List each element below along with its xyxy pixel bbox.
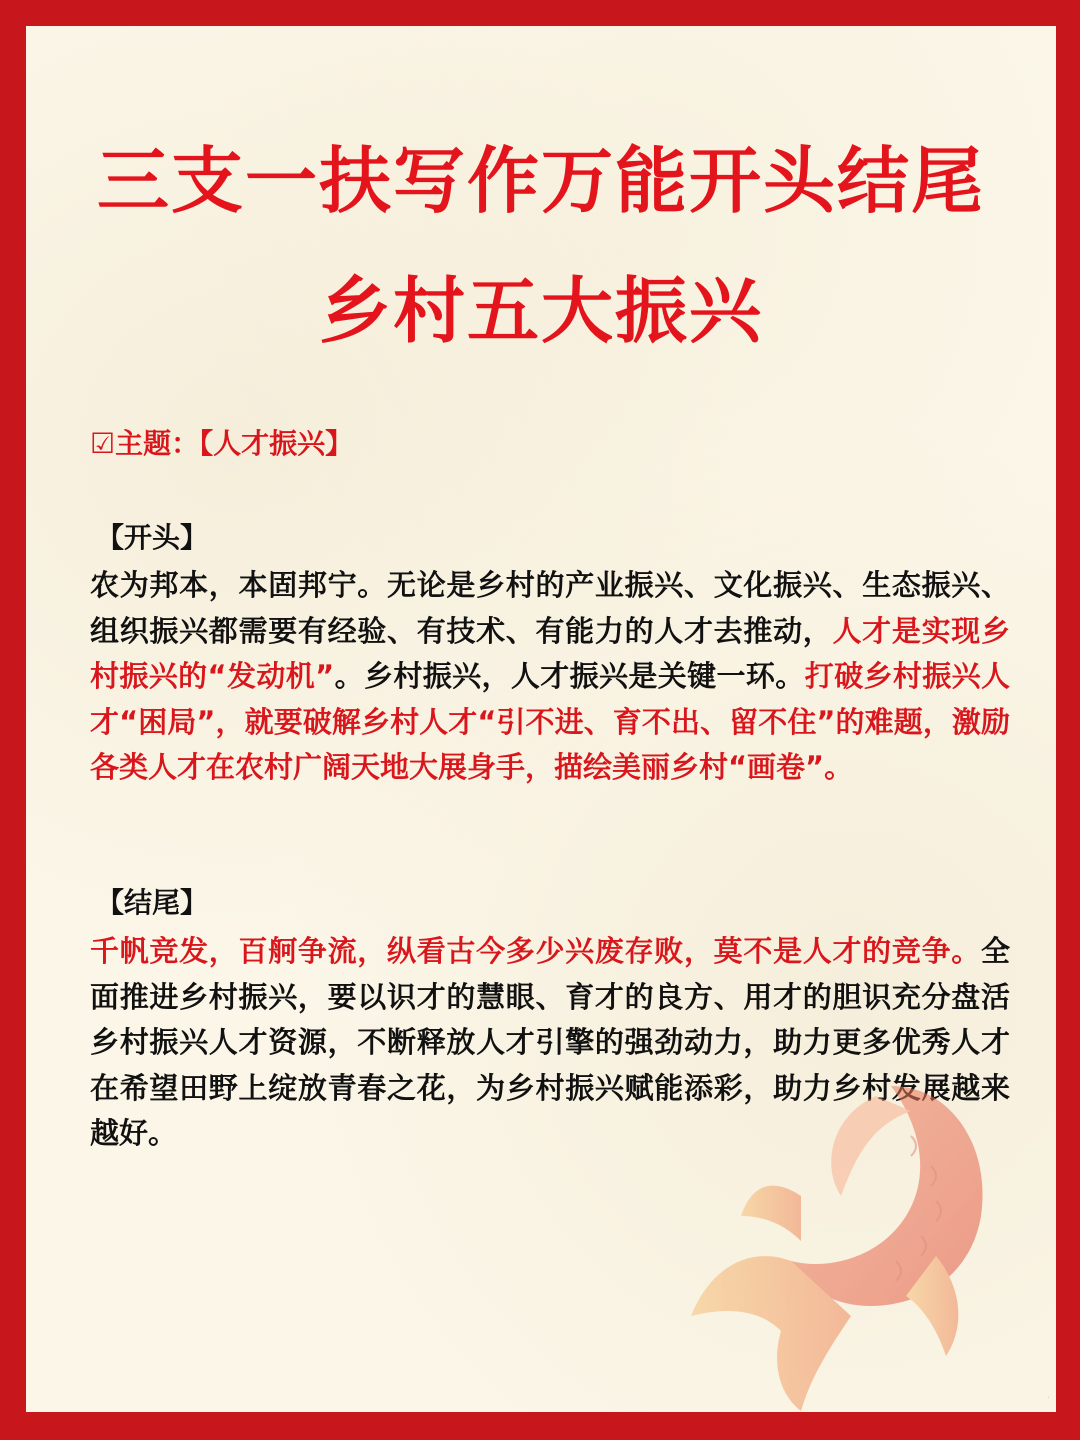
title-line-1: 三支一扶写作万能开头结尾 <box>96 139 985 223</box>
opening-paragraph <box>90 563 1010 791</box>
theme-line <box>90 424 353 464</box>
ending-heading: 【结尾】 <box>96 886 209 919</box>
koi-fish-illustration <box>681 1056 1021 1412</box>
ending-highlight-1: 千帆竞发，百舸争流，纵看古今多少兴废存败，莫不是人才的竞争。 <box>90 934 981 968</box>
theme-label: ☑主题： <box>90 427 200 460</box>
theme-value: 【人才振兴】 <box>199 427 354 460</box>
paper-background <box>26 26 1056 1412</box>
watermark: · <box>1046 1393 1050 1404</box>
opening-text-1: 农为邦本，本固邦宁。无论是乡村的产业振兴、文化振兴、生态振兴、组织振兴都需要有经验、有技术、有能力的人才去推动， <box>90 568 1010 648</box>
ending-text-1: 全面推进乡村振兴，要以识才的慧眼、育才的良方、用才的胆识充分盘活乡村振兴人才资源，不断释放人才引擎的强劲动力，助力更多优秀人才在希望田野上绽放青春之花，为乡村振兴赋能添彩，助力乡村发展越来越好。 <box>90 934 1010 1151</box>
title-line-2: 乡村五大振兴 <box>318 269 763 353</box>
opening-highlight-1: 人才是实现乡村振兴的“发动机” <box>90 613 1010 694</box>
opening-text-2: 。乡村振兴，人才振兴是关键一环。 <box>334 659 805 694</box>
opening-highlight-2: 打破乡村振兴人才“困局”，就要破解乡村人才“引不进、育不出、留不住”的难题，激励各类人才在农村广阔天地大展身手，描绘美丽乡村“画卷”。 <box>90 659 1010 785</box>
opening-heading: 【开头】 <box>96 521 209 554</box>
